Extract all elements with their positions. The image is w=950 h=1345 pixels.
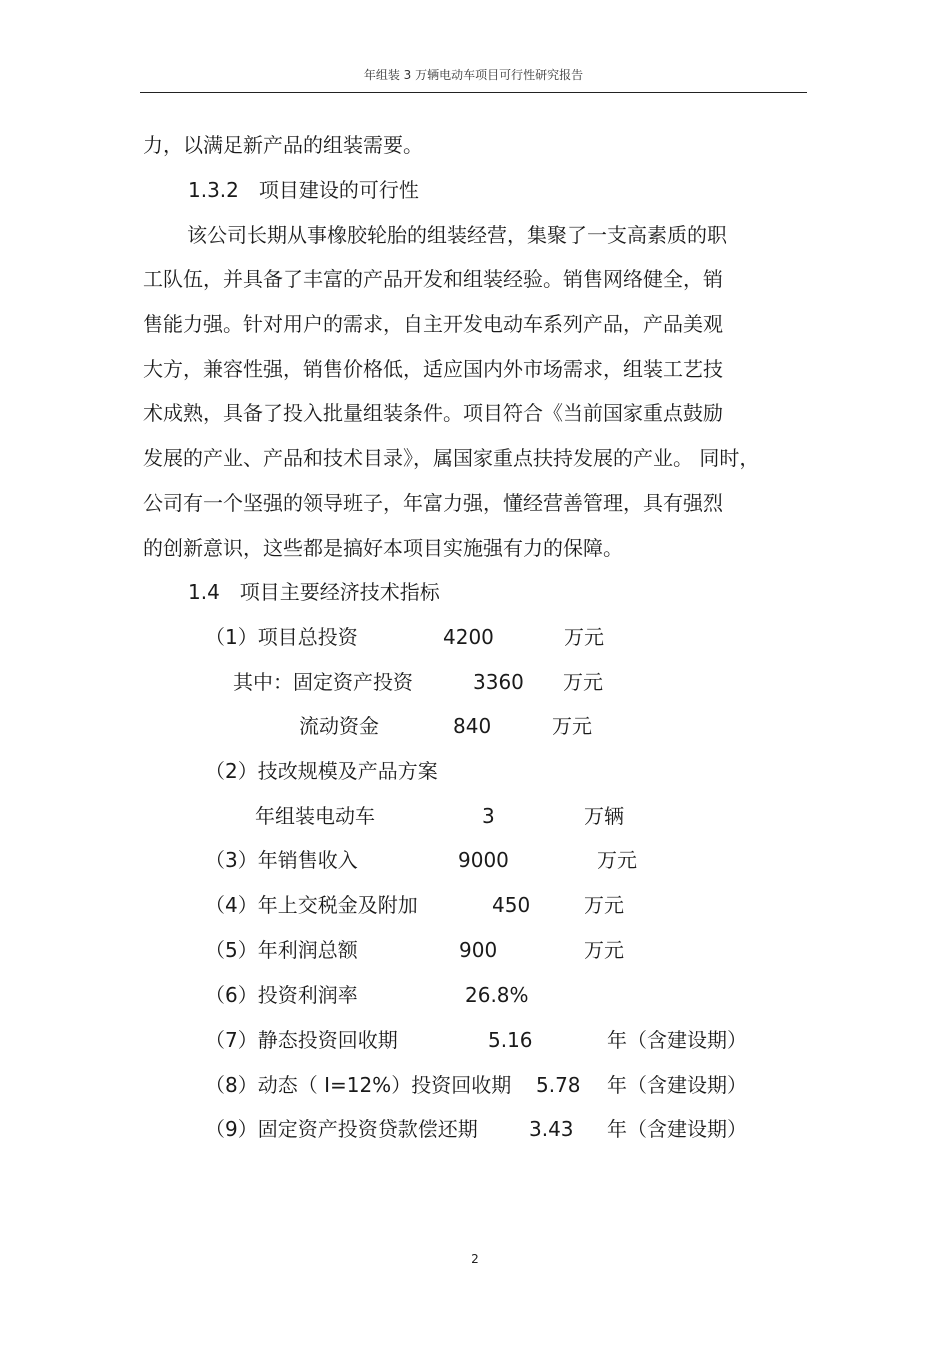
indicator-label: （6）投资利润率 xyxy=(205,983,358,1007)
indicator-unit: 年（含建设期） xyxy=(607,1117,747,1141)
indicator-label: （3）年销售收入 xyxy=(205,848,358,872)
paragraph-line: 的创新意识，这些都是搞好本项目实施强有力的保障。 xyxy=(143,536,623,560)
indicator-value: 900 xyxy=(459,938,498,962)
indicator-value: 3 xyxy=(482,804,495,828)
indicator-unit: 万元 xyxy=(563,670,603,694)
paragraph-line: 工队伍，并具备了丰富的产品开发和组装经验。销售网络健全，销 xyxy=(143,267,723,291)
indicator-unit: 万元 xyxy=(564,625,604,649)
indicator-value: 5.78 xyxy=(536,1073,581,1097)
indicator-label: 流动资金 xyxy=(299,714,379,738)
paragraph-line: 发展的产业、产品和技术目录》，属国家重点扶持发展的产业。 同时， xyxy=(143,446,760,470)
indicator-label: （9）固定资产投资贷款偿还期 xyxy=(205,1117,478,1141)
indicator-value: 4200 xyxy=(443,625,494,649)
paragraph-line: 售能力强。针对用户的需求，自主开发电动车系列产品，产品美观 xyxy=(143,312,723,336)
running-header: 年组装 3 万辆电动车项目可行性研究报告 xyxy=(363,68,584,82)
indicator-unit: 年（含建设期） xyxy=(607,1028,747,1052)
indicator-value: 26.8% xyxy=(465,983,529,1007)
indicator-label: （2）技改规模及产品方案 xyxy=(205,759,438,783)
paragraph-line: 力，以满足新产品的组装需要。 xyxy=(143,133,423,157)
indicator-unit: 万元 xyxy=(597,848,637,872)
paragraph-line: 术成熟，具备了投入批量组装条件。项目符合《当前国家重点鼓励 xyxy=(143,401,723,425)
indicator-value: 3.43 xyxy=(529,1117,574,1141)
indicator-label: （7）静态投资回收期 xyxy=(205,1028,398,1052)
indicator-label: 其中：固定资产投资 xyxy=(233,670,413,694)
indicator-label: 年组装电动车 xyxy=(255,804,375,828)
indicator-label: （5）年利润总额 xyxy=(205,938,358,962)
indicator-label: （1）项目总投资 xyxy=(205,625,358,649)
paragraph-line: 公司有一个坚强的领导班子，年富力强，懂经营善管理，具有强烈 xyxy=(143,491,723,515)
indicator-unit: 万元 xyxy=(584,893,624,917)
indicator-value: 9000 xyxy=(458,848,509,872)
indicator-unit: 万辆 xyxy=(584,804,624,828)
indicator-value: 840 xyxy=(453,714,492,738)
indicator-label: （4）年上交税金及附加 xyxy=(205,893,418,917)
paragraph-line: 该公司长期从事橡胶轮胎的组装经营，集聚了一支高素质的职 xyxy=(187,223,727,247)
indicator-unit: 万元 xyxy=(584,938,624,962)
indicator-unit: 万元 xyxy=(552,714,592,738)
section-heading: 1.3.2 项目建设的可行性 xyxy=(188,178,419,202)
indicator-value: 450 xyxy=(492,893,531,917)
indicator-value: 3360 xyxy=(473,670,524,694)
indicator-value: 5.16 xyxy=(488,1028,533,1052)
paragraph-line: 大方，兼容性强，销售价格低，适应国内外市场需求，组装工艺技 xyxy=(143,357,723,381)
indicator-label: （8）动态（ I=12%）投资回收期 xyxy=(205,1073,512,1097)
header-rule xyxy=(140,92,807,93)
page-number: 2 xyxy=(471,1252,479,1266)
indicator-unit: 年（含建设期） xyxy=(607,1073,747,1097)
section-heading: 1.4 项目主要经济技术指标 xyxy=(188,580,440,604)
